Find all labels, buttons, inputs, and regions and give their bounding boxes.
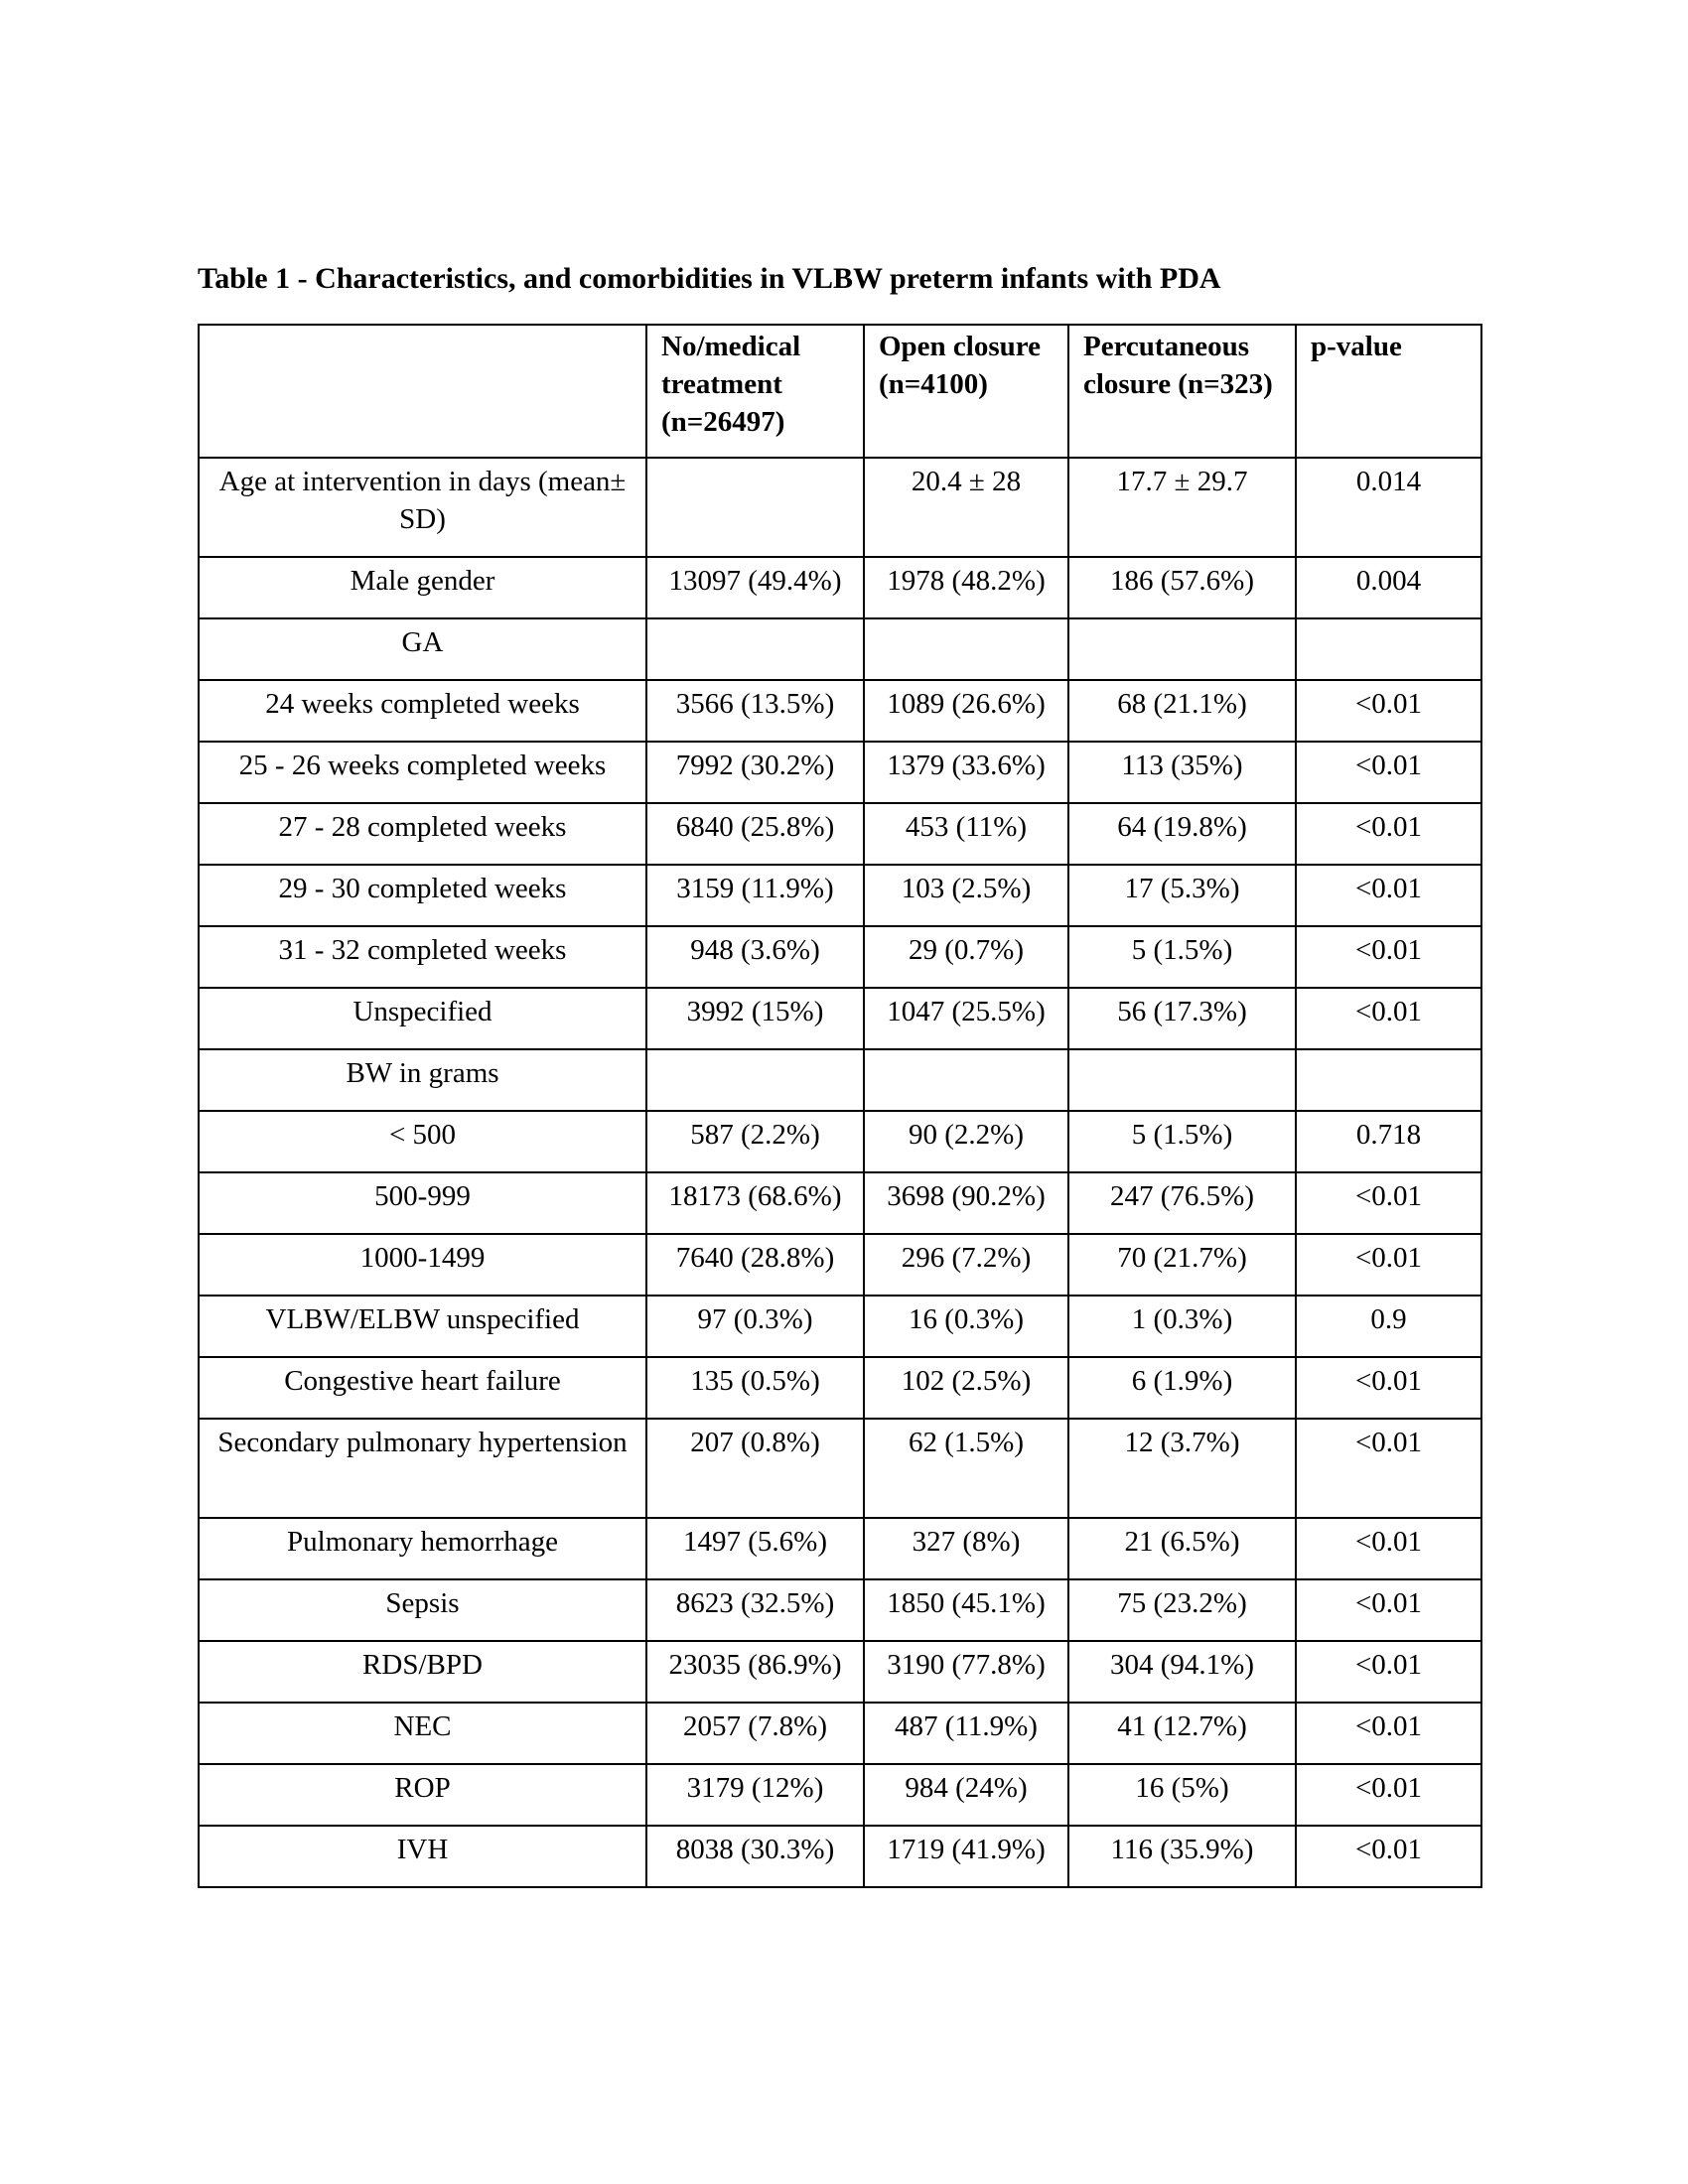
cell-no-medical-treatment: 97 (0.3%) xyxy=(646,1296,864,1357)
cell-no-medical-treatment: 23035 (86.9%) xyxy=(646,1641,864,1703)
header-blank xyxy=(199,325,646,458)
cell-no-medical-treatment: 6840 (25.8%) xyxy=(646,803,864,865)
cell-no-medical-treatment: 1497 (5.6%) xyxy=(646,1518,864,1579)
table-row xyxy=(199,865,1481,926)
table-row xyxy=(199,1764,1481,1826)
cell-open-closure: 1978 (48.2%) xyxy=(864,557,1068,618)
table-header-row xyxy=(199,325,1481,458)
cell-p-value: <0.01 xyxy=(1296,926,1481,988)
cell-no-medical-treatment: 3566 (13.5%) xyxy=(646,680,864,742)
cell-open-closure: 29 (0.7%) xyxy=(864,926,1068,988)
cell-p-value: <0.01 xyxy=(1296,1641,1481,1703)
cell-p-value: 0.004 xyxy=(1296,557,1481,618)
cell-percutaneous-closure: 41 (12.7%) xyxy=(1068,1703,1296,1764)
cell-open-closure: 296 (7.2%) xyxy=(864,1234,1068,1296)
cell-p-value: 0.9 xyxy=(1296,1296,1481,1357)
cell-percutaneous-closure xyxy=(1068,1049,1296,1111)
table-row xyxy=(199,1049,1481,1111)
cell-percutaneous-closure xyxy=(1068,618,1296,680)
table-row xyxy=(199,680,1481,742)
row-label: 29 - 30 completed weeks xyxy=(199,865,646,926)
cell-p-value xyxy=(1296,618,1481,680)
table-row xyxy=(199,557,1481,618)
row-label: GA xyxy=(199,618,646,680)
cell-percutaneous-closure: 17.7 ± 29.7 xyxy=(1068,458,1296,557)
cell-no-medical-treatment: 18173 (68.6%) xyxy=(646,1172,864,1234)
row-label: 500-999 xyxy=(199,1172,646,1234)
cell-open-closure: 1047 (25.5%) xyxy=(864,988,1068,1049)
table-row xyxy=(199,1111,1481,1172)
table-row xyxy=(199,742,1481,803)
table-row xyxy=(199,1296,1481,1357)
table-row xyxy=(199,458,1481,557)
cell-percutaneous-closure: 5 (1.5%) xyxy=(1068,1111,1296,1172)
cell-no-medical-treatment xyxy=(646,458,864,557)
cell-p-value: <0.01 xyxy=(1296,1419,1481,1518)
row-label: Age at intervention in days (mean± SD) xyxy=(199,458,646,557)
cell-open-closure: 90 (2.2%) xyxy=(864,1111,1068,1172)
cell-percutaneous-closure: 186 (57.6%) xyxy=(1068,557,1296,618)
cell-open-closure: 102 (2.5%) xyxy=(864,1357,1068,1419)
cell-open-closure xyxy=(864,1049,1068,1111)
cell-percutaneous-closure: 16 (5%) xyxy=(1068,1764,1296,1826)
cell-percutaneous-closure: 6 (1.9%) xyxy=(1068,1357,1296,1419)
cell-percutaneous-closure: 64 (19.8%) xyxy=(1068,803,1296,865)
row-label: 27 - 28 completed weeks xyxy=(199,803,646,865)
cell-no-medical-treatment: 7992 (30.2%) xyxy=(646,742,864,803)
row-label: Congestive heart failure xyxy=(199,1357,646,1419)
table-row xyxy=(199,1579,1481,1641)
header-open-closure: Open closure (n=4100) xyxy=(864,325,1068,458)
characteristics-table xyxy=(198,324,1482,1888)
cell-no-medical-treatment: 948 (3.6%) xyxy=(646,926,864,988)
cell-percutaneous-closure: 116 (35.9%) xyxy=(1068,1826,1296,1887)
cell-open-closure: 327 (8%) xyxy=(864,1518,1068,1579)
cell-open-closure: 453 (11%) xyxy=(864,803,1068,865)
cell-open-closure: 103 (2.5%) xyxy=(864,865,1068,926)
cell-open-closure: 1379 (33.6%) xyxy=(864,742,1068,803)
table-row xyxy=(199,1641,1481,1703)
row-label: RDS/BPD xyxy=(199,1641,646,1703)
row-label: IVH xyxy=(199,1826,646,1887)
table-row xyxy=(199,1419,1481,1518)
table-row xyxy=(199,988,1481,1049)
table-body xyxy=(199,458,1481,1887)
cell-open-closure: 62 (1.5%) xyxy=(864,1419,1068,1518)
row-label: Pulmonary hemorrhage xyxy=(199,1518,646,1579)
cell-p-value: <0.01 xyxy=(1296,988,1481,1049)
row-label: < 500 xyxy=(199,1111,646,1172)
cell-percutaneous-closure: 56 (17.3%) xyxy=(1068,988,1296,1049)
cell-open-closure: 1850 (45.1%) xyxy=(864,1579,1068,1641)
cell-no-medical-treatment: 3159 (11.9%) xyxy=(646,865,864,926)
cell-percutaneous-closure: 304 (94.1%) xyxy=(1068,1641,1296,1703)
cell-open-closure: 487 (11.9%) xyxy=(864,1703,1068,1764)
row-label: BW in grams xyxy=(199,1049,646,1111)
cell-p-value: <0.01 xyxy=(1296,680,1481,742)
cell-open-closure: 1089 (26.6%) xyxy=(864,680,1068,742)
cell-p-value: <0.01 xyxy=(1296,803,1481,865)
row-label: ROP xyxy=(199,1764,646,1826)
cell-no-medical-treatment: 8038 (30.3%) xyxy=(646,1826,864,1887)
cell-no-medical-treatment: 13097 (49.4%) xyxy=(646,557,864,618)
cell-p-value: <0.01 xyxy=(1296,1357,1481,1419)
cell-p-value: <0.01 xyxy=(1296,865,1481,926)
cell-percutaneous-closure: 17 (5.3%) xyxy=(1068,865,1296,926)
row-label: VLBW/ELBW unspecified xyxy=(199,1296,646,1357)
row-label: Male gender xyxy=(199,557,646,618)
cell-percutaneous-closure: 70 (21.7%) xyxy=(1068,1234,1296,1296)
cell-p-value: <0.01 xyxy=(1296,742,1481,803)
row-label: 31 - 32 completed weeks xyxy=(199,926,646,988)
cell-percutaneous-closure: 1 (0.3%) xyxy=(1068,1296,1296,1357)
cell-percutaneous-closure: 68 (21.1%) xyxy=(1068,680,1296,742)
cell-percutaneous-closure: 247 (76.5%) xyxy=(1068,1172,1296,1234)
cell-open-closure xyxy=(864,618,1068,680)
row-label: 25 - 26 weeks completed weeks xyxy=(199,742,646,803)
cell-no-medical-treatment: 207 (0.8%) xyxy=(646,1419,864,1518)
header-p-value: p-value xyxy=(1296,325,1481,458)
cell-p-value: 0.014 xyxy=(1296,458,1481,557)
cell-no-medical-treatment: 3179 (12%) xyxy=(646,1764,864,1826)
cell-open-closure: 3190 (77.8%) xyxy=(864,1641,1068,1703)
cell-percutaneous-closure: 12 (3.7%) xyxy=(1068,1419,1296,1518)
header-percutaneous-closure: Percutaneous closure (n=323) xyxy=(1068,325,1296,458)
cell-percutaneous-closure: 75 (23.2%) xyxy=(1068,1579,1296,1641)
cell-p-value: 0.718 xyxy=(1296,1111,1481,1172)
table-row xyxy=(199,1172,1481,1234)
row-label: 24 weeks completed weeks xyxy=(199,680,646,742)
cell-open-closure: 3698 (90.2%) xyxy=(864,1172,1068,1234)
cell-no-medical-treatment: 2057 (7.8%) xyxy=(646,1703,864,1764)
row-label: Secondary pulmonary hypertension xyxy=(199,1419,646,1518)
table-title: Table 1 - Characteristics, and comorbidities in VLBW preterm infants with PDA xyxy=(198,262,1221,295)
cell-open-closure: 16 (0.3%) xyxy=(864,1296,1068,1357)
table-row xyxy=(199,1826,1481,1887)
cell-no-medical-treatment: 587 (2.2%) xyxy=(646,1111,864,1172)
row-label: 1000-1499 xyxy=(199,1234,646,1296)
table-row xyxy=(199,1518,1481,1579)
row-label: Sepsis xyxy=(199,1579,646,1641)
cell-percutaneous-closure: 113 (35%) xyxy=(1068,742,1296,803)
cell-no-medical-treatment xyxy=(646,618,864,680)
table-row xyxy=(199,803,1481,865)
cell-p-value: <0.01 xyxy=(1296,1826,1481,1887)
cell-no-medical-treatment: 8623 (32.5%) xyxy=(646,1579,864,1641)
cell-percutaneous-closure: 21 (6.5%) xyxy=(1068,1518,1296,1579)
cell-percutaneous-closure: 5 (1.5%) xyxy=(1068,926,1296,988)
table-row xyxy=(199,1357,1481,1419)
row-label: NEC xyxy=(199,1703,646,1764)
cell-no-medical-treatment xyxy=(646,1049,864,1111)
cell-open-closure: 984 (24%) xyxy=(864,1764,1068,1826)
cell-p-value: <0.01 xyxy=(1296,1172,1481,1234)
cell-p-value: <0.01 xyxy=(1296,1764,1481,1826)
cell-open-closure: 1719 (41.9%) xyxy=(864,1826,1068,1887)
cell-no-medical-treatment: 3992 (15%) xyxy=(646,988,864,1049)
cell-p-value: <0.01 xyxy=(1296,1518,1481,1579)
row-label: Unspecified xyxy=(199,988,646,1049)
cell-p-value xyxy=(1296,1049,1481,1111)
table-row xyxy=(199,1234,1481,1296)
cell-p-value: <0.01 xyxy=(1296,1579,1481,1641)
table-row xyxy=(199,926,1481,988)
cell-p-value: <0.01 xyxy=(1296,1703,1481,1764)
table-row xyxy=(199,618,1481,680)
table-row xyxy=(199,1703,1481,1764)
header-no-medical-treatment: No/medical treatment (n=26497) xyxy=(646,325,864,458)
cell-no-medical-treatment: 135 (0.5%) xyxy=(646,1357,864,1419)
cell-p-value: <0.01 xyxy=(1296,1234,1481,1296)
cell-no-medical-treatment: 7640 (28.8%) xyxy=(646,1234,864,1296)
cell-open-closure: 20.4 ± 28 xyxy=(864,458,1068,557)
